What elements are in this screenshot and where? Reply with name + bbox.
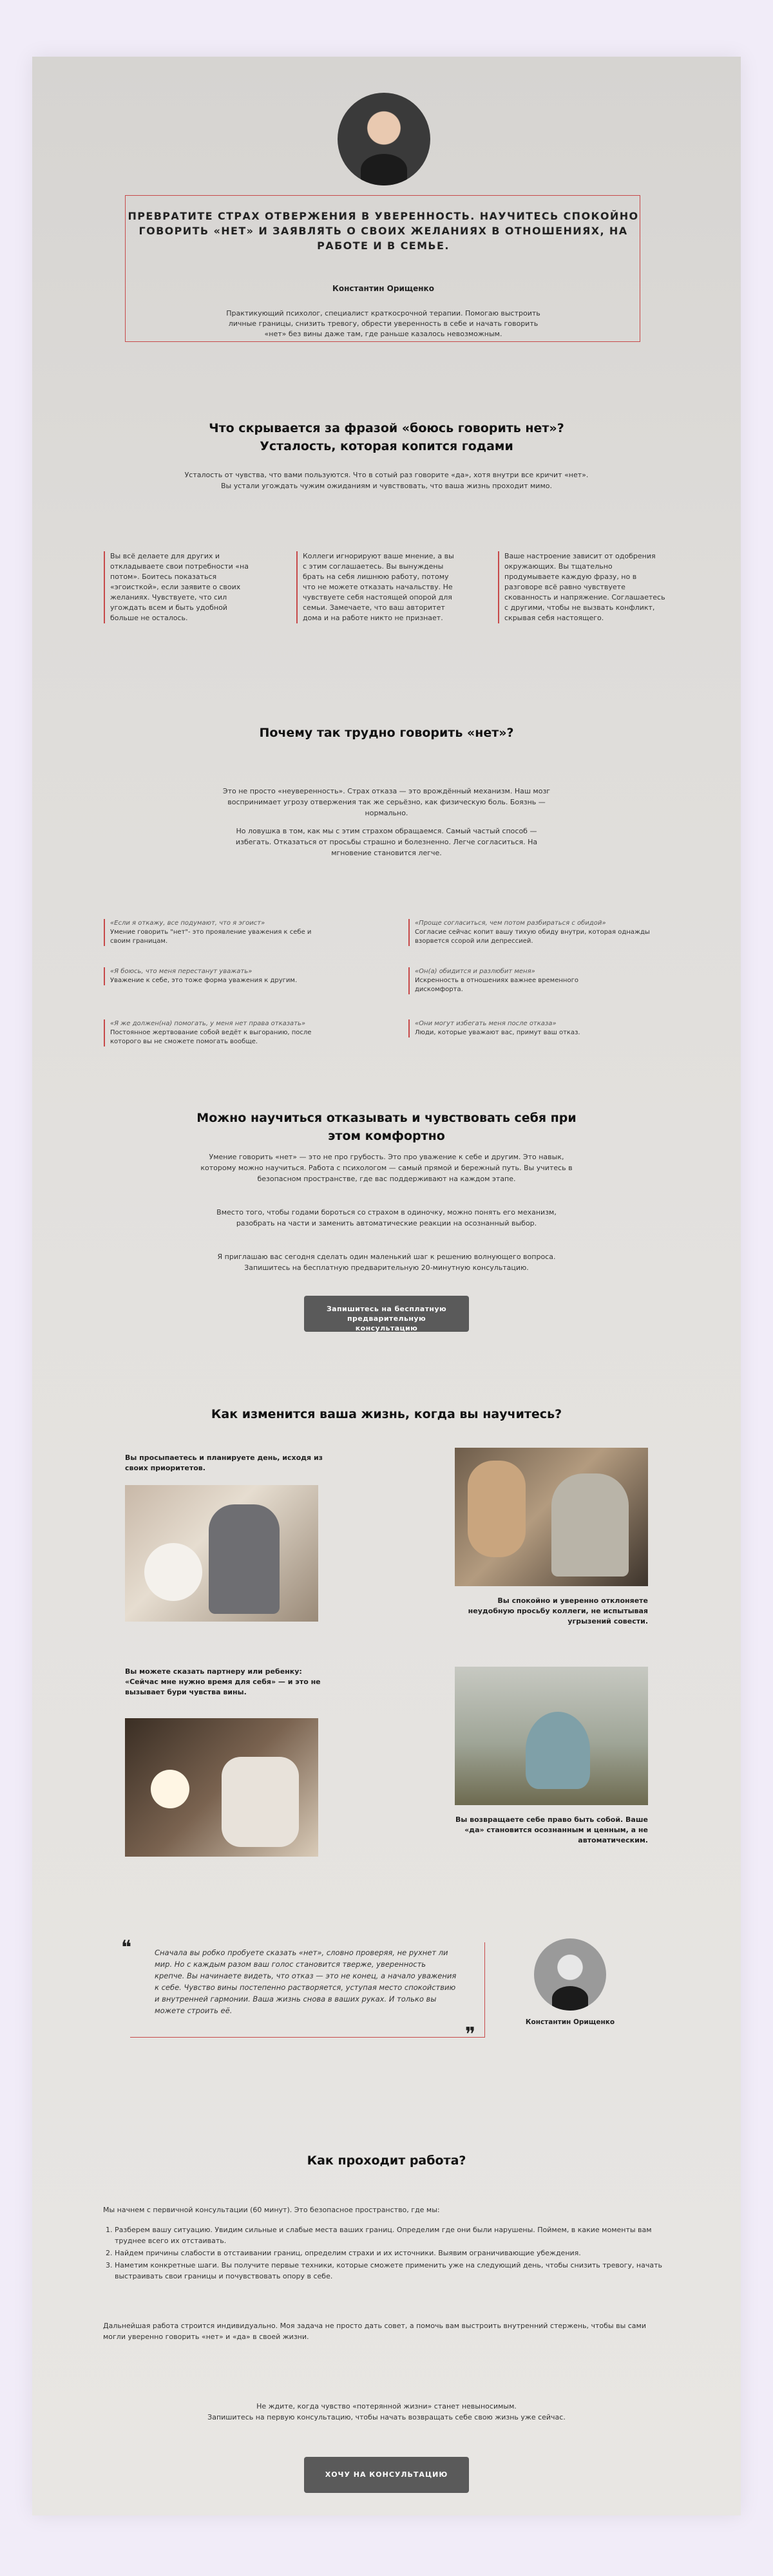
pain-card: Коллеги игнорируют ваше мнение, а вы с этим соглашаетесь. Вы вынуждены брать на себя лишнюю работу, потому что не можете отказать начальству. Не чувствуете себя настоящей опорой для семьи. Замечаете, что ваш авторитет дома и на работе никто не признает. <box>296 551 457 623</box>
section-title: Что скрывается за фразой «боюсь говорить нет»? Усталость, которая копится годами <box>209 421 564 453</box>
final-text <box>174 2401 599 2423</box>
photo-person-shape <box>222 1757 299 1847</box>
section-title: Как проходит работа? <box>307 2154 466 2168</box>
section-text: Усталость от чувства, что вами пользуются. Что в сотый раз говорите «да», хотя внутри все кричит «нет». Вы устали угождать чужим ожиданиям и чувствовать, что ваша жизнь проходит мимо. <box>184 471 589 490</box>
hero-title: ПРЕВРАТИТЕ СТРАХ ОТВЕРЖЕНИЯ В УВЕРЕННОСТЬ. НАУЧИТЕСЬ СПОКОЙНО ГОВОРИТЬ «НЕТ» И ЗАЯВЛЯТЬ О СВОИХ ЖЕЛАНИЯХ В ОТНОШЕНИЯХ, НА РАБОТЕ И В СЕМЬЕ. <box>128 210 639 252</box>
final-line: Запишитесь на первую консультацию, чтобы начать возвращать себе свою жизнь уже сейчас. <box>207 2413 566 2421</box>
process-step: 3. Наметим конкретные шаги. Вы получите первые техники, которые сможете применить уже на следующий день, чтобы снизить тревогу, начать выстраивать свои границы и почувствовать опору в себе. <box>115 2260 670 2282</box>
hero-box <box>125 195 640 342</box>
section-why <box>180 724 593 742</box>
fear-text: «Я же должен(на) помогать, у меня нет права отказать» <box>110 1020 306 1027</box>
photo-person-shape <box>551 1473 629 1577</box>
photo-reading <box>125 1718 318 1857</box>
photo-person-shape <box>526 1712 590 1789</box>
open-quote-icon: ❝ <box>121 1937 132 1959</box>
section-title: Почему так трудно говорить «нет»? <box>259 726 514 740</box>
fear-answer: Уважение к себе, это тоже форма уважения к другим. <box>110 977 298 984</box>
fear-text: «Проще согласиться, чем потом разбираться с обидой» <box>415 920 606 927</box>
change-caption: Вы возвращаете себе право быть собой. Ваше «да» становится осознанным и ценным, а не автоматическим. <box>455 1815 648 1844</box>
photo-freedom <box>455 1667 648 1805</box>
fear-text: «Они могут избегать меня после отказа» <box>415 1020 557 1027</box>
pain-card: Ваше настроение зависит от одобрения окружающих. Вы тщательно продумываете каждую фразу, но в разговоре всё равно чувствуете скованность и напряжение. Соглашаетесь с другими, чтобы не вызвать конфликт, скрывая себя настоящего. <box>498 551 665 623</box>
section-text: Это не просто «неуверенность». Страх отказа — это врождённый механизм. Наш мозг воспринимает угрозу отвержения так же серьёзно, как физическую боль. Боязнь — нормально. <box>222 787 551 817</box>
section-process <box>180 2152 593 2170</box>
fear-answer: Постоянное жертвование собой ведёт к выгоранию, после которого вы не сможете помогать вообще. <box>110 1029 312 1045</box>
fear-answer: Согласие сейчас копит вашу тихую обиду внутри, которая однажды взорвется ссорой или депрессией. <box>415 929 650 945</box>
fear-text: «Если я откажу, все подумают, что я эгоист» <box>110 920 265 927</box>
change-caption: Вы можете сказать партнеру или ребенку: «Сейчас мне нужно время для себя» — и это не вызывает бури чувства вины. <box>125 1667 321 1696</box>
testimonial-text: Сначала вы робко пробуете сказать «нет», словно проверяя, не рухнет ли мир. Но с каждым разом ваш голос становится тверже, уверенность крепче. Вы начинаете видеть, что отказ — это не конец, а начало уважения к себе. Чувство вины постепенно растворяется, уступая место спокойствию и внутренней гармонии. Ваша жизнь снова в ваших руках. И только вы можете строить её. <box>155 1948 457 2015</box>
fear-answer: Искренность в отношениях важнее временного дискомфорта. <box>415 977 578 993</box>
fear-quote <box>408 967 608 994</box>
section-text: Вместо того, чтобы годами бороться со страхом в одиночку, можно понять его механизм, разобрать на части и заменить автоматические реакции на осознанный выбор. <box>216 1208 557 1227</box>
consultation-button[interactable]: ХОЧУ НА КОНСУЛЬТАЦИЮ <box>304 2457 469 2493</box>
process-step: 2. Найдем причины слабости в отстаивании границ, определим страхи и их источники. Выявим ограничивающие убеждения. <box>115 2248 670 2259</box>
fear-quote <box>104 1019 329 1046</box>
fear-quote <box>408 919 660 946</box>
section-title: Можно научиться отказывать и чувствовать себя при этом комфортно <box>196 1111 577 1143</box>
author-avatar <box>338 93 430 185</box>
final-line: Не ждите, когда чувство «потерянной жизни» станет невыносимым. <box>256 2402 517 2410</box>
change-caption: Вы спокойно и уверенно отклоняете неудобную просьбу коллеги, не испытывая угрызений совести. <box>468 1596 648 1625</box>
section-text: Но ловушка в том, как мы с этим страхом обращаемся. Самый частый способ — избегать. Отказаться от просьбы страшно и болезненно. Легче согласиться. На мгновение становится легче. <box>235 827 538 857</box>
fear-answer: Умение говорить "нет"- это проявление уважения к себе и своим границам. <box>110 929 312 945</box>
photo-colleagues <box>455 1448 648 1586</box>
fear-text: «Я боюсь, что меня перестанут уважать» <box>110 968 253 975</box>
section-text: Умение говорить «нет» — это не про грубость. Это про уважение к себе и другим. Это навык, которому можно научиться. Работа с психологом — самый прямой и бережный путь. Вы учитесь в безопасном пространстве, где вас поддерживают на каждом этапе. <box>200 1153 573 1183</box>
process-step: 1. Разберем вашу ситуацию. Увидим сильные и слабые места ваших границ. Определим где они были нарушены. Поймем, в какие моменты вам труднее всего их отстаивать. <box>115 2224 670 2246</box>
section-tiredness <box>180 419 593 455</box>
change-caption: Вы просыпаетесь и планируете день, исходя из своих приоритетов. <box>125 1454 323 1472</box>
testimonial-avatar <box>534 1938 606 2011</box>
testimonial-author: Константин Орищенко <box>525 2018 615 2026</box>
fear-quote <box>104 919 329 946</box>
photo-lamp-shape <box>151 1770 189 1808</box>
author-name: Константин Орищенко <box>332 284 434 293</box>
pain-card: Вы всё делаете для других и откладываете свои потребности «на потом». Боитесь показаться «эгоисткой», если заявите о своих желаниях. Чувствуете, что сил угождать всем и быть удобной больше не осталось. <box>104 551 255 623</box>
process-outro: Дальнейшая работа строится индивидуально. Моя задача не просто дать совет, а помочь вам выстроить внутренний стержень, чтобы вы сами могли уверенно говорить «нет» и «да» в своей жизни. <box>103 2322 646 2341</box>
fear-text: «Он(а) обидится и разлюбит меня» <box>415 968 535 975</box>
process-steps <box>103 2224 670 2283</box>
fear-quote <box>104 967 329 985</box>
fear-answer: Люди, которые уважают вас, примут ваш отказ. <box>415 1029 580 1036</box>
photo-morning <box>125 1485 318 1622</box>
free-consultation-button[interactable]: Запишитесь на бесплатную предварительную консультацию <box>304 1296 469 1332</box>
landing-page <box>32 57 741 2515</box>
photo-person-shape <box>468 1461 526 1557</box>
section-title: Как изменится ваша жизнь, когда вы научитесь? <box>211 1407 562 1421</box>
close-quote-icon: ❞ <box>465 2023 476 2046</box>
photo-person-shape <box>209 1504 280 1614</box>
fear-quote <box>408 1019 634 1037</box>
section-text: Я приглашаю вас сегодня сделать один маленький шаг к решению волнующего вопроса. Запишитесь на бесплатную предварительную 20-минутную консультацию. <box>217 1253 556 1272</box>
author-description: Практикующий психолог, специалист краткосрочной терапии. Помогаю выстроить личные границы, снизить тревогу, обрести уверенность в себе и начать говорить «нет» без вины даже там, где раньше казалось невозможным. <box>226 309 540 338</box>
photo-dog-shape <box>144 1543 202 1601</box>
section-change <box>180 1405 593 1423</box>
section-learn <box>180 1109 593 1145</box>
process-intro: Мы начнем с первичной консультации (60 минут). Это безопасное пространство, где мы: <box>103 2206 440 2214</box>
